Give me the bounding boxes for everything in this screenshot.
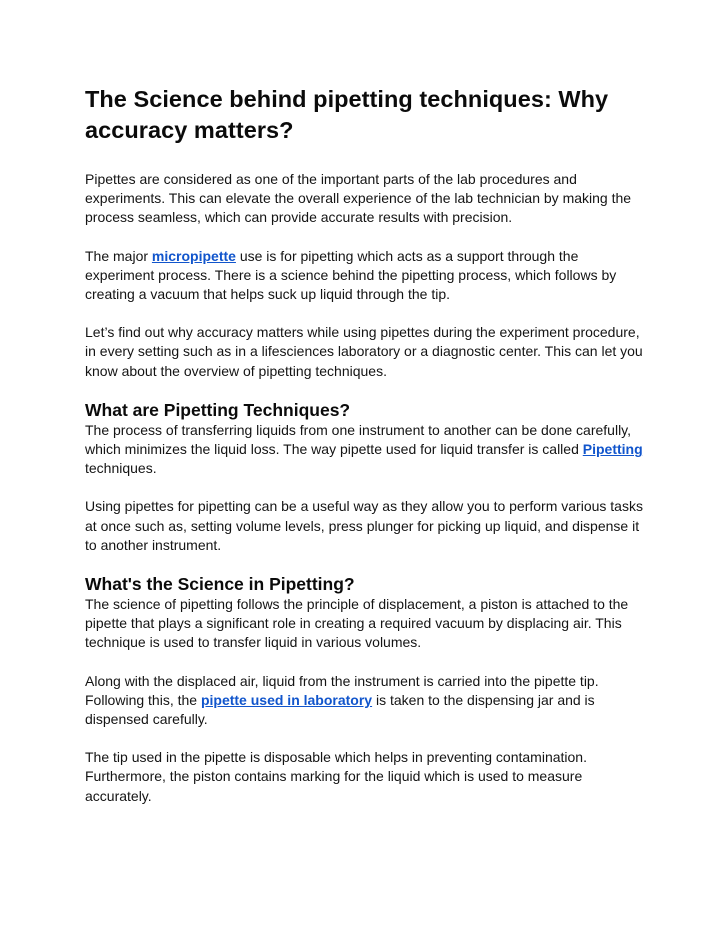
pipetting-techniques-text-start: The process of transferring liquids from one instrument to another can be done carefully, which minimizes the liquid loss. The way pipette used for liquid transfer is called [85,421,632,458]
accuracy-paragraph: Let’s find out why accuracy matters while using pipettes during the experiment procedure, in every setting such as in a lifesciences laboratory or a diagnostic center. This can let you know about the overview of pipetting techniques. [85,324,643,379]
using-pipettes-paragraph: Using pipettes for pipetting can be a useful way as they allow you to perform various tasks at once such as, setting volume levels, press plunger for picking up liquid, and dispense it to another instrument. [85,498,643,553]
pipetting-link[interactable]: Pipetting [582,441,643,458]
micropipette-paragraph [85,247,645,305]
disposable-tip-paragraph: The tip used in the pipette is disposable which helps in preventing contamination. Furthermore, the piston contains marking for the liquid which is used to measure accurately. [85,749,587,804]
intro-paragraph: Pipettes are considered as one of the important parts of the lab procedures and experiments. This can elevate the overall experience of the lab technician by making the process seamless, which can provide accurate results with precision. [85,171,632,226]
displaced-air-text-end: is taken to the dispensing jar and is dispensed carefully. [85,691,595,728]
displaced-air-paragraph [85,672,645,730]
micropipette-paragraph-text-start: The major [85,247,152,264]
pipette-used-in-laboratory-link[interactable]: pipette used in laboratory [200,691,373,708]
micropipette-paragraph-text-end: use is for pipetting which acts as a support through the experiment process. There is a science behind the pipetting process, which follows by creating a vacuum that helps suck up liquid through the tip. [85,247,617,303]
section-heading-pipetting-techniques: What are Pipetting Techniques? [85,399,351,420]
displacement-paragraph: The science of pipetting follows the principle of displacement, a piston is attached to the pipette that plays a significant role in creating a required vacuum by displacing air. This technique is used to transfer liquid in various volumes. [85,596,629,651]
page-title: The Science behind pipetting techniques: Why accuracy matters? [85,86,609,143]
pipetting-techniques-paragraph [85,421,645,479]
micropipette-link[interactable]: micropipette [151,247,236,264]
pipetting-techniques-text-end: techniques. [85,460,157,477]
document-page [85,84,645,806]
section-heading-science-in-pipetting: What's the Science in Pipetting? [85,574,355,595]
displaced-air-text-start: Along with the displaced air, liquid from the instrument is carried into the pipette tip. Following this, the [85,672,599,708]
